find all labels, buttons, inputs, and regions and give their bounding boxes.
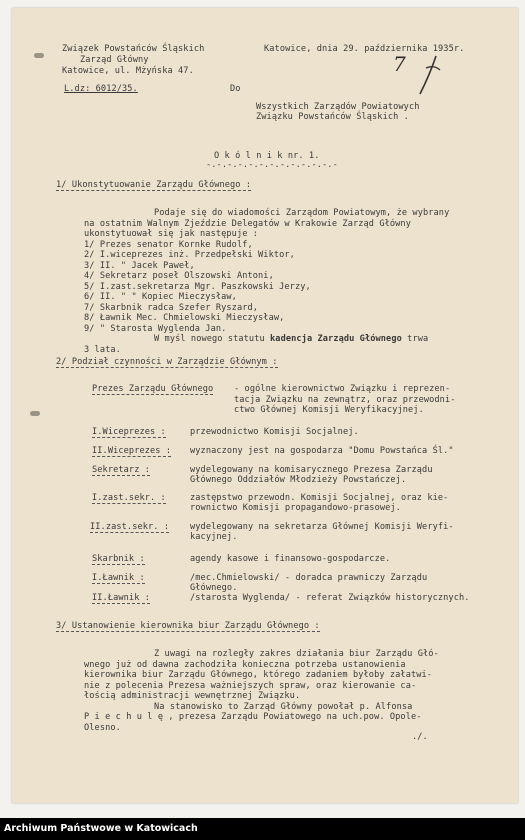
role-description: Głównego Oddziałów Młodzieży Powstańczej. [190, 475, 407, 485]
role-label: I.Ławnik : [92, 573, 145, 583]
role-label: II.Ławnik : [92, 593, 151, 603]
addressee-line: Związku Powstańców Śląskich . [256, 112, 409, 122]
continuation-mark: ./. [412, 732, 428, 742]
paragraph-line: wnego już od dawna zachodziła konieczna potrzeba ustanowienia [84, 660, 406, 670]
role-description: wydelegowany na komisarycznego Prezesa Zarządu [190, 465, 433, 475]
member-item: 2/ I.wiceprezes inż. Przedpełski Wiktor, [84, 250, 295, 260]
role-label: Skarbnik : [92, 554, 145, 564]
role-label: I.Wiceprezes : [92, 427, 166, 437]
member-item: 3/ II. " Jacek Paweł, [84, 261, 195, 271]
punch-hole [34, 53, 44, 58]
section-heading: 2/ Podział czynności w Zarządzie Głównym : [56, 357, 278, 367]
paragraph-line: P i e c h u l ę , prezesa Zarządu Powiatowego na uch.pow. Opole- [84, 712, 422, 722]
handwritten-number: 7 [393, 52, 406, 76]
member-item: 4/ Sekretarz poseł Olszowski Antoni, [84, 271, 274, 281]
role-description: /starosta Wyglenda/ - referat Związków historycznych. [190, 593, 470, 603]
document-title: O k ó l n i k nr. 1. [214, 151, 320, 161]
role-description: przewodnictwo Komisji Socjalnej. [190, 427, 359, 437]
archive-label: Archiwum Państwowe w Katowicach [4, 823, 198, 834]
punch-hole [30, 411, 40, 416]
member-item: 6/ II. " " Kopiec Mieczysław, [84, 292, 237, 302]
paragraph-line: ukonstytuował się jak następuje : [84, 229, 259, 239]
paragraph-line: nie z polecenia Prezesa ważniejszych spraw, oraz kierowanie ca- [84, 681, 417, 691]
member-item: 5/ I.zast.sekretarza Mgr. Paszkowski Jerzy, [84, 282, 311, 292]
addressee-to: Do [230, 84, 241, 94]
statute-note-text: trwa [401, 334, 429, 344]
role-description: kacyjnej. [190, 532, 238, 542]
role-label: I.zast.sekr. : [92, 493, 166, 503]
section-heading: 3/ Ustanowienie kierownika biur Zarządu Głównego : [56, 621, 320, 631]
addressee-line: Wszystkich Zarządów Powiatowych [256, 102, 420, 112]
role-description: wydelegowany na sekretarza Głównej Komisji Weryfi- [190, 522, 454, 532]
paragraph-line: Z uwagi na rozległy zakres działania biur Zarządu Głó- [154, 649, 439, 659]
role-description: tacja Związku na zewnątrz, oraz przewodni- [234, 395, 456, 405]
place-date: Katowice, dnia 29. października 1935r. [264, 44, 465, 54]
archive-footer [0, 818, 525, 840]
statute-note-end: 3 lata. [84, 345, 121, 355]
role-description: /mec.Chmielowski/ - doradca prawniczy Zarządu [190, 573, 428, 583]
org-unit: Zarząd Główny [80, 55, 149, 65]
member-item: 1/ Prezes senator Kornke Rudolf, [84, 240, 253, 250]
member-item: 7/ Skarbnik radca Szefer Ryszard, [84, 303, 259, 313]
role-label: II.Wiceprezes : [92, 446, 172, 456]
role-description: rownictwo Komisji propagandowo-prasowej. [190, 503, 401, 513]
role-label: Prezes Zarządu Głównego [92, 384, 214, 394]
member-item: 8/ Ławnik Mec. Chmielowski Mieczysław, [84, 313, 285, 323]
role-description: Głównego. [190, 583, 238, 593]
role-description: zastępstwo przewodn. Komisji Socjalnej, oraz kie- [190, 493, 449, 503]
paragraph-line: na ostatnim Walnym Zjeździe Delegatów w Krakowie Zarząd Główny [84, 219, 411, 229]
org-name: Związek Powstańców Śląskich [62, 44, 205, 54]
reference-number: L.dz: 6012/35. [64, 84, 138, 94]
section-heading: 1/ Ukonstytuowanie Zarządu Głównego : [56, 180, 252, 190]
paragraph-line: Na stanowisko to Zarząd Główny powołał p. Alfonsa [154, 702, 413, 712]
title-underline: -.-.-.-.-.-.-.-.-.-.-.-.- [206, 160, 338, 170]
role-description: wyznaczony jest na gospodarza "Domu Powstańca Śl." [190, 446, 454, 456]
paragraph-line: łością administracji wewnętrznej Związku. [84, 691, 301, 701]
role-label: Sekretarz : [92, 465, 151, 475]
org-address: Katowice, ul. Mżyńska 47. [62, 66, 194, 76]
role-label: II.zast.sekr. : [90, 522, 170, 532]
handwritten-mark [414, 52, 444, 98]
statute-note-emphasis: kadencja Zarządu Głównego [270, 334, 402, 344]
paragraph-line: kierownika biur Zarządu Głównego, którego zadaniem byłoby załatwi- [84, 670, 433, 680]
paragraph-line: Olesno. [84, 723, 121, 733]
role-description: agendy kasowe i finansowo-gospodarcze. [190, 554, 391, 564]
statute-note [154, 334, 428, 344]
paragraph-line: Podaje się do wiadomości Zarządom Powiatowym, że wybrany [154, 208, 450, 218]
statute-note-text: W myśl nowego statutu [154, 334, 271, 344]
role-description: ctwo Głównej Komisji Weryfikacyjnej. [234, 405, 424, 415]
member-item: 9/ " Starosta Wyglenda Jan. [84, 324, 227, 334]
role-description: - ogólne kierownictwo Związku i reprezen- [234, 384, 451, 394]
